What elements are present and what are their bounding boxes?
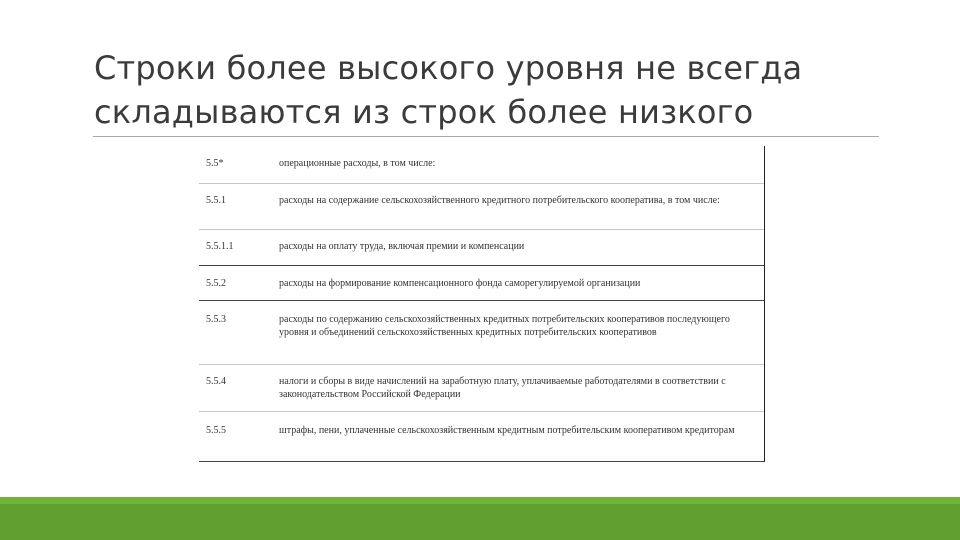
row-code: 5.5.1 [206, 195, 226, 206]
slide-title [94, 46, 894, 134]
row-text: расходы на оплату труда, включая премии и компенсации [279, 241, 525, 252]
title-divider [93, 136, 879, 137]
footer-accent-bar [0, 497, 960, 540]
table-row [199, 230, 764, 266]
row-text: штрафы, пени, уплаченные сельскохозяйственным кредитным потребительским кооперативом кредиторам [279, 425, 735, 436]
table-row [199, 412, 764, 462]
row-code: 5.5* [206, 158, 224, 169]
footer-accent-band [0, 504, 960, 540]
row-text: операционные расходы, в том числе: [279, 158, 436, 169]
row-text: расходы по содержанию сельскохозяйственных кредитных потребительских кооперативов последующего уровня и объединений сельскохозяйственных кредитных потребительских кооперативов [279, 314, 730, 338]
table-row [199, 301, 764, 365]
row-text: расходы на содержание сельскохозяйственного кредитного потребительского кооператива, в том числе: [279, 195, 720, 206]
table-row [199, 365, 764, 412]
slide-title-line-1: Строки более высокого уровня не всегда [94, 49, 803, 87]
row-text: расходы на формирование компенсационного фонда саморегулируемой организации [279, 278, 641, 289]
row-text: налоги и сборы в виде начислений на заработную плату, уплачиваемые работодателями в соответствии с законодательством Российской Федерации [279, 376, 726, 400]
table-row [199, 266, 764, 301]
row-code: 5.5.2 [206, 278, 226, 289]
row-code: 5.5.5 [206, 425, 226, 436]
table-row [199, 146, 764, 184]
row-code: 5.5.1.1 [206, 241, 234, 252]
document-table [199, 146, 765, 462]
table-row [199, 184, 764, 230]
row-code: 5.5.3 [206, 314, 226, 325]
row-code: 5.5.4 [206, 376, 226, 387]
slide-title-line-2: складываются из строк более низкого [94, 93, 754, 131]
